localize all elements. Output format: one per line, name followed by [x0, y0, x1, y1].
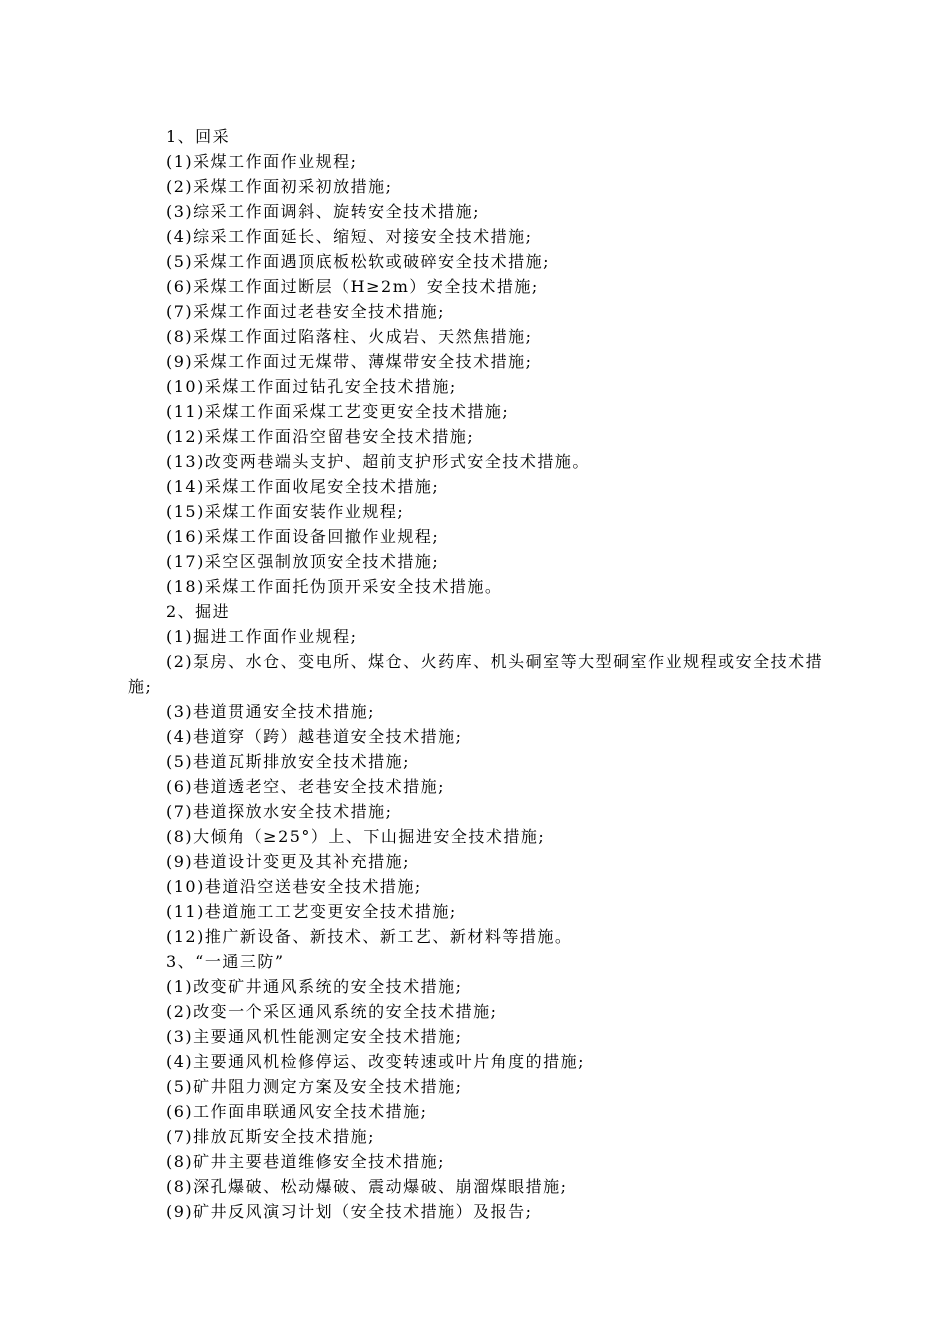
list-item: (7)排放瓦斯安全技术措施; [166, 1127, 376, 1146]
list-item: (9)采煤工作面过无煤带、薄煤带安全技术措施; [166, 352, 533, 371]
list-item: (8)深孔爆破、松动爆破、震动爆破、崩溜煤眼措施; [166, 1177, 568, 1196]
list-item: (3)巷道贯通安全技术措施; [166, 702, 376, 721]
list-item: (7)采煤工作面过老巷安全技术措施; [166, 302, 446, 321]
list-item: (11)采煤工作面采煤工艺变更安全技术措施; [166, 402, 510, 421]
list-item: (4)巷道穿（跨）越巷道安全技术措施; [166, 727, 463, 746]
section-heading: 1、回采 [166, 127, 231, 146]
list-item: (13)改变两巷端头支护、超前支护形式安全技术措施。 [166, 452, 590, 471]
list-item: (5)采煤工作面遇顶底板松软或破碎安全技术措施; [166, 252, 551, 271]
list-item: (11)巷道施工工艺变更安全技术措施; [166, 902, 457, 921]
list-item: (12)采煤工作面沿空留巷安全技术措施; [166, 427, 475, 446]
section-heading: 2、掘进 [166, 602, 231, 621]
list-item: (14)采煤工作面收尾安全技术措施; [166, 477, 440, 496]
list-item: (15)采煤工作面安装作业规程; [166, 502, 405, 521]
list-item: (1)采煤工作面作业规程; [166, 152, 358, 171]
list-item: (3)综采工作面调斜、旋转安全技术措施; [166, 202, 481, 221]
list-item: (16)采煤工作面设备回撤作业规程; [166, 527, 440, 546]
list-item: (1)掘进工作面作业规程; [166, 627, 358, 646]
list-item: (2)采煤工作面初采初放措施; [166, 177, 393, 196]
list-item: (10)采煤工作面过钻孔安全技术措施; [166, 377, 457, 396]
list-item: (6)巷道透老空、老巷安全技术措施; [166, 777, 446, 796]
list-item: (7)巷道探放水安全技术措施; [166, 802, 393, 821]
list-item: (8)采煤工作面过陷落柱、火成岩、天然焦措施; [166, 327, 533, 346]
list-item: (1)改变矿井通风系统的安全技术措施; [166, 977, 463, 996]
list-item: (17)采空区强制放顶安全技术措施; [166, 552, 440, 571]
list-item: (8)大倾角（≥25°）上、下山掘进安全技术措施; [166, 827, 546, 846]
list-item: (4)综采工作面延长、缩短、对接安全技术措施; [166, 227, 533, 246]
list-item: (10)巷道沿空送巷安全技术措施; [166, 877, 422, 896]
list-item: (9)矿井反风演习计划（安全技术措施）及报告; [166, 1202, 533, 1221]
list-item: (6)采煤工作面过断层（H≥2m）安全技术措施; [166, 277, 539, 296]
document-body [128, 124, 840, 1224]
list-item: (3)主要通风机性能测定安全技术措施; [166, 1027, 463, 1046]
list-item: (5)巷道瓦斯排放安全技术措施; [166, 752, 411, 771]
list-item: (18)采煤工作面托伪顶开采安全技术措施。 [166, 577, 503, 596]
list-item: (5)矿井阻力测定方案及安全技术措施; [166, 1077, 463, 1096]
list-item: (2)改变一个采区通风系统的安全技术措施; [166, 1002, 498, 1021]
list-item: (4)主要通风机检修停运、改变转速或叶片角度的措施; [166, 1052, 586, 1071]
section-heading: 3、“一通三防” [166, 952, 285, 971]
list-item: (9)巷道设计变更及其补充措施; [166, 852, 411, 871]
list-item: (8)矿井主要巷道维修安全技术措施; [166, 1152, 446, 1171]
list-item: (6)工作面串联通风安全技术措施; [166, 1102, 428, 1121]
list-item: (2)泵房、水仓、变电所、煤仓、火药库、机头硐室等大型硐室作业规程或安全技术措施; [128, 652, 824, 696]
list-item: (12)推广新设备、新技术、新工艺、新材料等措施。 [166, 927, 573, 946]
